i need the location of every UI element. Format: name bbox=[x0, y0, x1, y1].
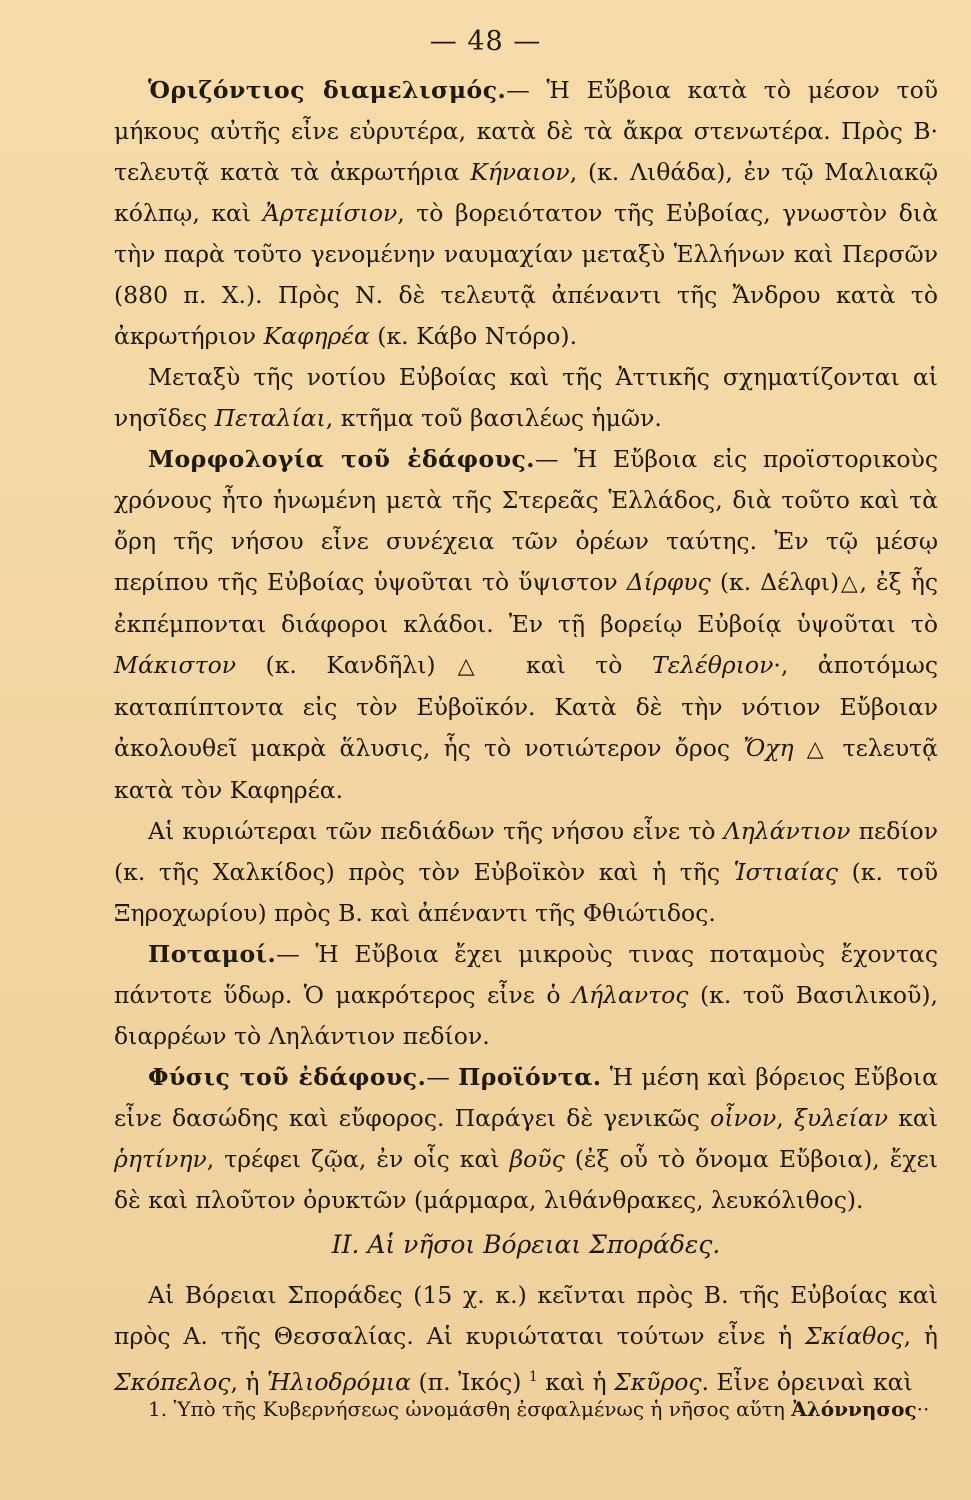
text-run: , ἡ bbox=[903, 1322, 938, 1350]
text-run: (π. Ἰκός) bbox=[410, 1367, 529, 1396]
section-heading: Ὁριζόντιος διαμελισμός. bbox=[148, 76, 507, 104]
paragraph-sporades bbox=[114, 1275, 938, 1403]
paragraph-petaliai bbox=[114, 357, 938, 439]
text-run: — Ἡ Εὔβοια ἔχει μικροὺς τινας ποταμοὺς ἔχοντας πάντοτε ὕδωρ. Ὁ μακρότερος εἶνε ὁ bbox=[114, 940, 938, 1009]
text-run: πεδίον (κ. τῆς Χαλκίδος) πρὸς τὸν Εὐβοϊκὸν καὶ ἡ τῆς bbox=[114, 817, 938, 886]
text-run: , ἡ bbox=[230, 1367, 267, 1396]
place-name: Δίρφυς bbox=[626, 568, 711, 596]
text-run: (κ. τοῦ Βασιλικοῦ), διαρρέων τὸ Ληλάντιον πεδίον. bbox=[114, 981, 938, 1050]
footnote bbox=[114, 1390, 938, 1428]
chapter-subheading: ΙΙ. Αἱ νῆσοι Βόρειαι Σποράδες. bbox=[331, 1230, 721, 1259]
place-name: Ἀρτεμίσιον bbox=[262, 199, 398, 227]
text-run: , ἐξ ἧς ἐκπέμπονται διάφοροι κλάδοι. Ἐν τῇ βορείῳ Εὐβοίᾳ ὑψοῦται τὸ bbox=[114, 568, 938, 638]
paragraph-rivers bbox=[114, 934, 938, 1057]
text-run: , bbox=[776, 1104, 794, 1132]
text-run: καὶ τὸ bbox=[496, 651, 652, 679]
footnote-text: Ὑπὸ τῆς Κυβερνήσεως ὠνομάσθη ἐσφαλμένως ἡ νῆσος αὕτη bbox=[167, 1397, 792, 1421]
text-run: καὶ ἡ bbox=[537, 1367, 615, 1396]
place-name: Μάκιστον bbox=[114, 651, 237, 679]
text-run: , (κ. Λιθάδα), ἐν τῷ Μαλιακῷ κόλπῳ, καὶ bbox=[114, 158, 939, 227]
text-run: Μεταξὺ τῆς νοτίου Εὐβοίας καὶ τῆς Ἀττικῆς σχηματίζονται αἱ νησῖδες bbox=[114, 363, 938, 432]
text-run: , τρέφει ζῷα, ἐν οἷς καὶ bbox=[206, 1145, 510, 1173]
island-name: Σκῦρος bbox=[614, 1367, 702, 1396]
text-run: — Ἡ Εὔβοια κατὰ τὸ μέσον τοῦ μήκους αὐτῆς εἶνε εὐρυτέρα, κατὰ δὲ τὰ ἄκρα στενωτέρα. Πρὸς Β· τελευτᾷ κατὰ τὰ ἀκρωτήρια bbox=[114, 76, 938, 186]
section-heading: Προϊόντα. bbox=[458, 1063, 602, 1091]
island-name: Ἡλιοδρόμια bbox=[266, 1367, 411, 1396]
text-run: (κ. τοῦ Ξηροχωρίου) πρὸς Β. καὶ ἀπέναντι τῆς Φθιώτιδος. bbox=[114, 858, 938, 927]
section-heading: Μορφολογία τοῦ ἐδάφους. bbox=[148, 445, 535, 473]
text-run: Ἡ μέση καὶ βόρειος Εὔβοια εἶνε δασώδης καὶ εὔφορος. Παράγει δὲ γενικῶς bbox=[114, 1063, 938, 1132]
place-name: Τελέθριον bbox=[651, 651, 774, 679]
footnote-bold-name: Ἀλόννησος bbox=[791, 1397, 917, 1421]
paragraph-horizontal-division bbox=[114, 70, 938, 357]
island-name: Σκίαθος bbox=[805, 1322, 904, 1350]
footnote-ref: 1 bbox=[528, 1369, 538, 1385]
section-heading: Ποταμοί. bbox=[148, 940, 277, 968]
text-run: — bbox=[426, 1063, 459, 1091]
text-run: , κτῆμα τοῦ βασιλέως ἡμῶν. bbox=[325, 404, 662, 432]
mountain-triangle-icon: △ bbox=[839, 571, 860, 596]
place-name: Ληλάντιον bbox=[723, 817, 851, 845]
text-run: (ἐξ οὗ τὸ ὄνομα Εὔβοια), ἔχει δὲ καὶ πλοῦτον ὀρυκτῶν (μάρμαρα, λιθάνθρακες, λευκόλιθος). bbox=[114, 1145, 938, 1214]
text-run: (κ. Κάβο Ντόρο). bbox=[369, 322, 578, 350]
main-text bbox=[114, 70, 938, 1403]
place-name: Κήναιον bbox=[470, 158, 570, 186]
mountain-triangle-icon: △ bbox=[806, 737, 830, 762]
place-name: Πεταλίαι bbox=[214, 404, 326, 432]
text-run: — Ἡ Εὔβοια εἰς προϊστορικοὺς χρόνους ἦτο ἡνωμένη μετὰ τῆς Στερεᾶς Ἑλλάδος, διὰ τοῦτο καὶ τὰ ὄρη τῆς νήσου εἶνε συνέχεια τῶν ὀρέων ταύτης. Ἐν τῷ μέσῳ περίπου τῆς Εὐβοίας ὑψοῦται τὸ ὕψιστον bbox=[114, 445, 938, 596]
paragraph-morphology bbox=[114, 439, 938, 811]
product-name: ῥητίνην bbox=[114, 1145, 207, 1173]
paragraph-plains bbox=[114, 811, 938, 934]
text-run: Αἱ Βόρειαι Σποράδες (15 χ. κ.) κεῖνται πρὸς Β. τῆς Εὐβοίας καὶ πρὸς Α. τῆς Θεσσαλίας. Αἱ κυριώταται τούτων εἶνε ἡ bbox=[114, 1281, 938, 1350]
text-run: , τὸ βορειότατον τῆς Εὐβοίας, γνωστὸν διὰ τὴν παρὰ τοῦτο γενομένην ναυμαχίαν μεταξὺ Ἑλλήνων καὶ Περσῶν (880 π. Χ.). Πρὸς Ν. δὲ τελευτᾷ ἀπέναντι τῆς Ἄνδρου κατὰ τὸ ἀκρωτήριον bbox=[114, 199, 938, 350]
text-run: (κ. Δέλφι) bbox=[710, 568, 840, 596]
text-run: . Εἶνε ὀρειναὶ καὶ bbox=[701, 1367, 913, 1396]
product-name: βοῦς bbox=[509, 1145, 565, 1173]
place-name: Καφηρέα bbox=[263, 322, 370, 350]
text-run: ·, ἀποτόμως καταπίπτοντα εἰς τὸν Εὐβοϊκόν. Κατὰ δὲ τὴν νότιον Εὔβοιαν ἀκολουθεῖ μακρὰ ἅλυσις, ἧς τὸ νοτιώτερον ὄρος bbox=[114, 651, 938, 762]
island-name: Σκόπελος bbox=[114, 1367, 231, 1396]
place-name: Ὄχη bbox=[743, 734, 794, 762]
text-run: καὶ bbox=[888, 1104, 938, 1132]
text-run: τελευτᾷ κατὰ τὸν Καφηρέα. bbox=[114, 734, 938, 804]
product-name: ξυλείαν bbox=[793, 1104, 889, 1132]
place-name: Λήλαντος bbox=[572, 981, 689, 1009]
place-name: Ἱστιαίας bbox=[733, 858, 839, 886]
text-run: Αἱ κυριώτεραι τῶν πεδιάδων τῆς νήσου εἶνε τὸ bbox=[148, 817, 724, 845]
footnote-end: ·· bbox=[916, 1397, 930, 1421]
product-name: οἶνον bbox=[710, 1104, 777, 1132]
text-run: (κ. Κανδῆλι) bbox=[236, 651, 436, 679]
paragraph-nature-products bbox=[114, 1057, 938, 1221]
section-heading: Φύσις τοῦ ἐδάφους. bbox=[148, 1063, 427, 1091]
page-number: — 48 — bbox=[429, 26, 542, 57]
footnote-number: 1. bbox=[148, 1397, 168, 1421]
mountain-triangle-icon: △ bbox=[435, 654, 497, 679]
